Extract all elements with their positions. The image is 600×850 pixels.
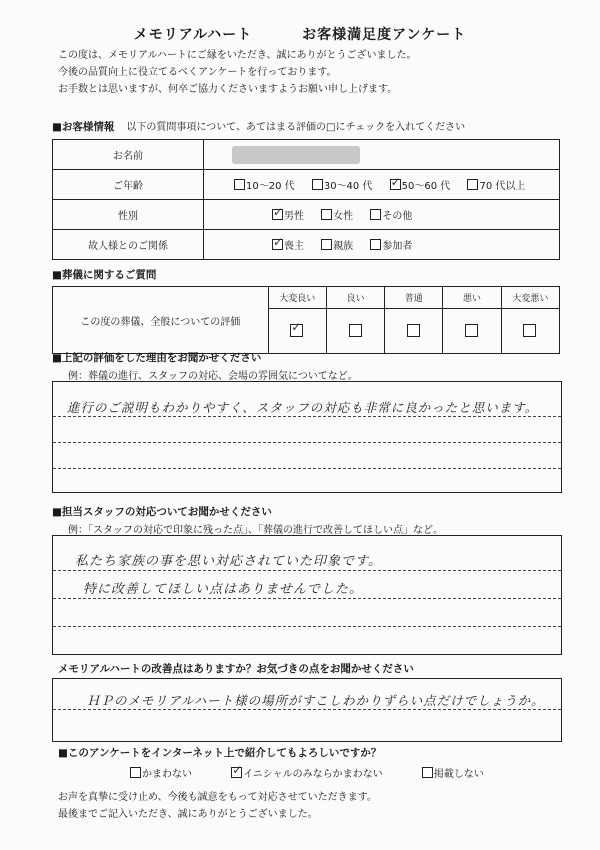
publish-section-heading: ■このアンケートをインターネット上で紹介してもよろしいですか？ xyxy=(58,747,382,759)
relation-options xyxy=(204,230,560,260)
answer-line xyxy=(53,468,561,469)
publish-option[interactable]: ✓ イニシャルのみならかまわない xyxy=(231,765,382,780)
reason-section-heading: ■上記の評価をした理由をお聞かせください xyxy=(52,352,262,364)
rating-cell xyxy=(268,309,326,354)
checkbox[interactable] xyxy=(523,324,536,337)
intro-text xyxy=(58,47,417,98)
handwritten-answer: ＨＰのメモリアルハート様の場所がすこしわかりずらい点だけでしょうか。 xyxy=(87,693,545,708)
rating-cell xyxy=(326,309,384,354)
relation-option[interactable]: 親族 xyxy=(321,237,353,252)
reason-answer-box[interactable] xyxy=(52,381,562,493)
outro-line: 最後までご記入いただき、誠にありがとうございました。 xyxy=(58,809,318,820)
reason-example: 例：葬儀の進行、スタッフの対応、会場の雰囲気についてなど。 xyxy=(68,371,358,382)
rating-level-label: 大変悪い xyxy=(501,287,559,309)
company-name: メモリアルハート xyxy=(133,27,253,43)
answer-line xyxy=(53,416,561,417)
staff-example: 例：「スタッフの対応で印象に残った点」、「葬儀の進行で改善してほしい点」など。 xyxy=(68,525,443,536)
handwritten-answer: 私たち家族の事を思い対応されていた印象です。 xyxy=(75,554,382,569)
outro-text xyxy=(58,789,377,823)
redacted-name xyxy=(232,146,360,164)
customer-note: 以下の質問事項について、あてはまる評価の□にチェックを入れてください xyxy=(126,122,466,133)
age-option[interactable]: 70 代以上 xyxy=(467,177,525,192)
checkbox[interactable] xyxy=(130,767,141,778)
checkbox[interactable] xyxy=(349,324,362,337)
relation-option[interactable]: 参加者 xyxy=(370,237,412,252)
customer-section-heading: ■お客様情報 以下の質問事項について、あてはまる評価の□にチェックを入れてください xyxy=(52,121,466,133)
checkbox[interactable] xyxy=(467,179,478,190)
customer-table xyxy=(52,139,560,260)
rating-cell xyxy=(501,309,559,354)
publish-options xyxy=(130,765,520,780)
rating-question: この度の葬儀、全般についての評価 xyxy=(53,287,269,354)
staff-answer-box[interactable] xyxy=(52,535,562,655)
answer-line xyxy=(53,442,561,443)
improve-section-heading: メモリアルハートの改善点はありますか？お気づきの点をお聞かせください xyxy=(58,663,414,675)
name-label: お名前 xyxy=(53,140,204,170)
checkbox-checked[interactable] xyxy=(231,767,242,778)
checkbox-checked[interactable] xyxy=(290,324,303,337)
rating-section-heading: ■葬儀に関するご質問 xyxy=(52,269,157,281)
gender-options xyxy=(204,200,560,230)
intro-line: お手数とは思いますが、何卒ご協力くださいますようお願い申し上げます。 xyxy=(58,84,398,95)
age-option[interactable]: 30～40 代 xyxy=(312,177,373,192)
checkbox[interactable] xyxy=(465,324,478,337)
rating-level-label: 悪い xyxy=(443,287,501,309)
table-row xyxy=(53,200,560,230)
outro-line: お声を真摯に受け止め、今後も誠意をもって対応させていただきます。 xyxy=(58,792,377,803)
gender-option[interactable]: 女性 xyxy=(321,207,353,222)
handwritten-answer: 特に改善してほしい点はありませんでした。 xyxy=(83,582,364,597)
age-options xyxy=(204,170,560,200)
rating-table xyxy=(52,286,560,354)
publish-option[interactable]: かまわない xyxy=(130,765,192,780)
checkbox[interactable] xyxy=(312,179,323,190)
gender-option[interactable]: その他 xyxy=(370,207,412,222)
answer-line xyxy=(53,626,561,627)
rating-cell xyxy=(443,309,501,354)
checkbox-checked[interactable] xyxy=(390,179,401,190)
checkbox[interactable] xyxy=(321,239,332,250)
publish-option[interactable]: 掲載しない xyxy=(422,765,484,780)
answer-line xyxy=(53,570,561,571)
table-row xyxy=(53,287,560,309)
form-title xyxy=(0,24,600,44)
rating-level-label: 大変良い xyxy=(268,287,326,309)
checkbox[interactable] xyxy=(234,179,245,190)
answer-line xyxy=(53,598,561,599)
checkbox[interactable] xyxy=(321,209,332,220)
age-option[interactable]: ✓ 50～60 代 xyxy=(390,177,451,192)
checkbox-checked[interactable] xyxy=(272,209,283,220)
name-field[interactable] xyxy=(204,140,560,170)
checkbox[interactable] xyxy=(422,767,433,778)
handwritten-answer: 進行のご説明もわかりやすく、スタッフの対応も非常に良かったと思います。 xyxy=(67,400,539,415)
rating-level-label: 普通 xyxy=(385,287,443,309)
intro-line: この度は、メモリアルハートにご縁をいただき、誠にありがとうございました。 xyxy=(58,50,417,61)
checkbox[interactable] xyxy=(370,209,381,220)
improve-answer-box[interactable] xyxy=(52,678,562,742)
rating-level-label: 良い xyxy=(326,287,384,309)
staff-section-heading: ■担当スタッフの対応ついてお聞かせください xyxy=(52,506,272,518)
survey-title: お客様満足度アンケート xyxy=(302,27,467,43)
table-row xyxy=(53,170,560,200)
answer-line xyxy=(53,709,561,710)
checkbox[interactable] xyxy=(407,324,420,337)
age-option[interactable]: 10～20 代 xyxy=(234,177,295,192)
table-row xyxy=(53,140,560,170)
age-label: ご年齢 xyxy=(53,170,204,200)
intro-line: 今後の品質向上に役立てるべくアンケートを行っております。 xyxy=(58,67,337,78)
checkbox-checked[interactable] xyxy=(272,239,283,250)
table-row xyxy=(53,230,560,260)
rating-cell xyxy=(385,309,443,354)
checkbox[interactable] xyxy=(370,239,381,250)
relation-label: 故人様とのご関係 xyxy=(53,230,204,260)
gender-option[interactable]: ✓ 男性 xyxy=(272,207,304,222)
gender-label: 性別 xyxy=(53,200,204,230)
relation-option[interactable]: ✓ 喪主 xyxy=(272,237,304,252)
